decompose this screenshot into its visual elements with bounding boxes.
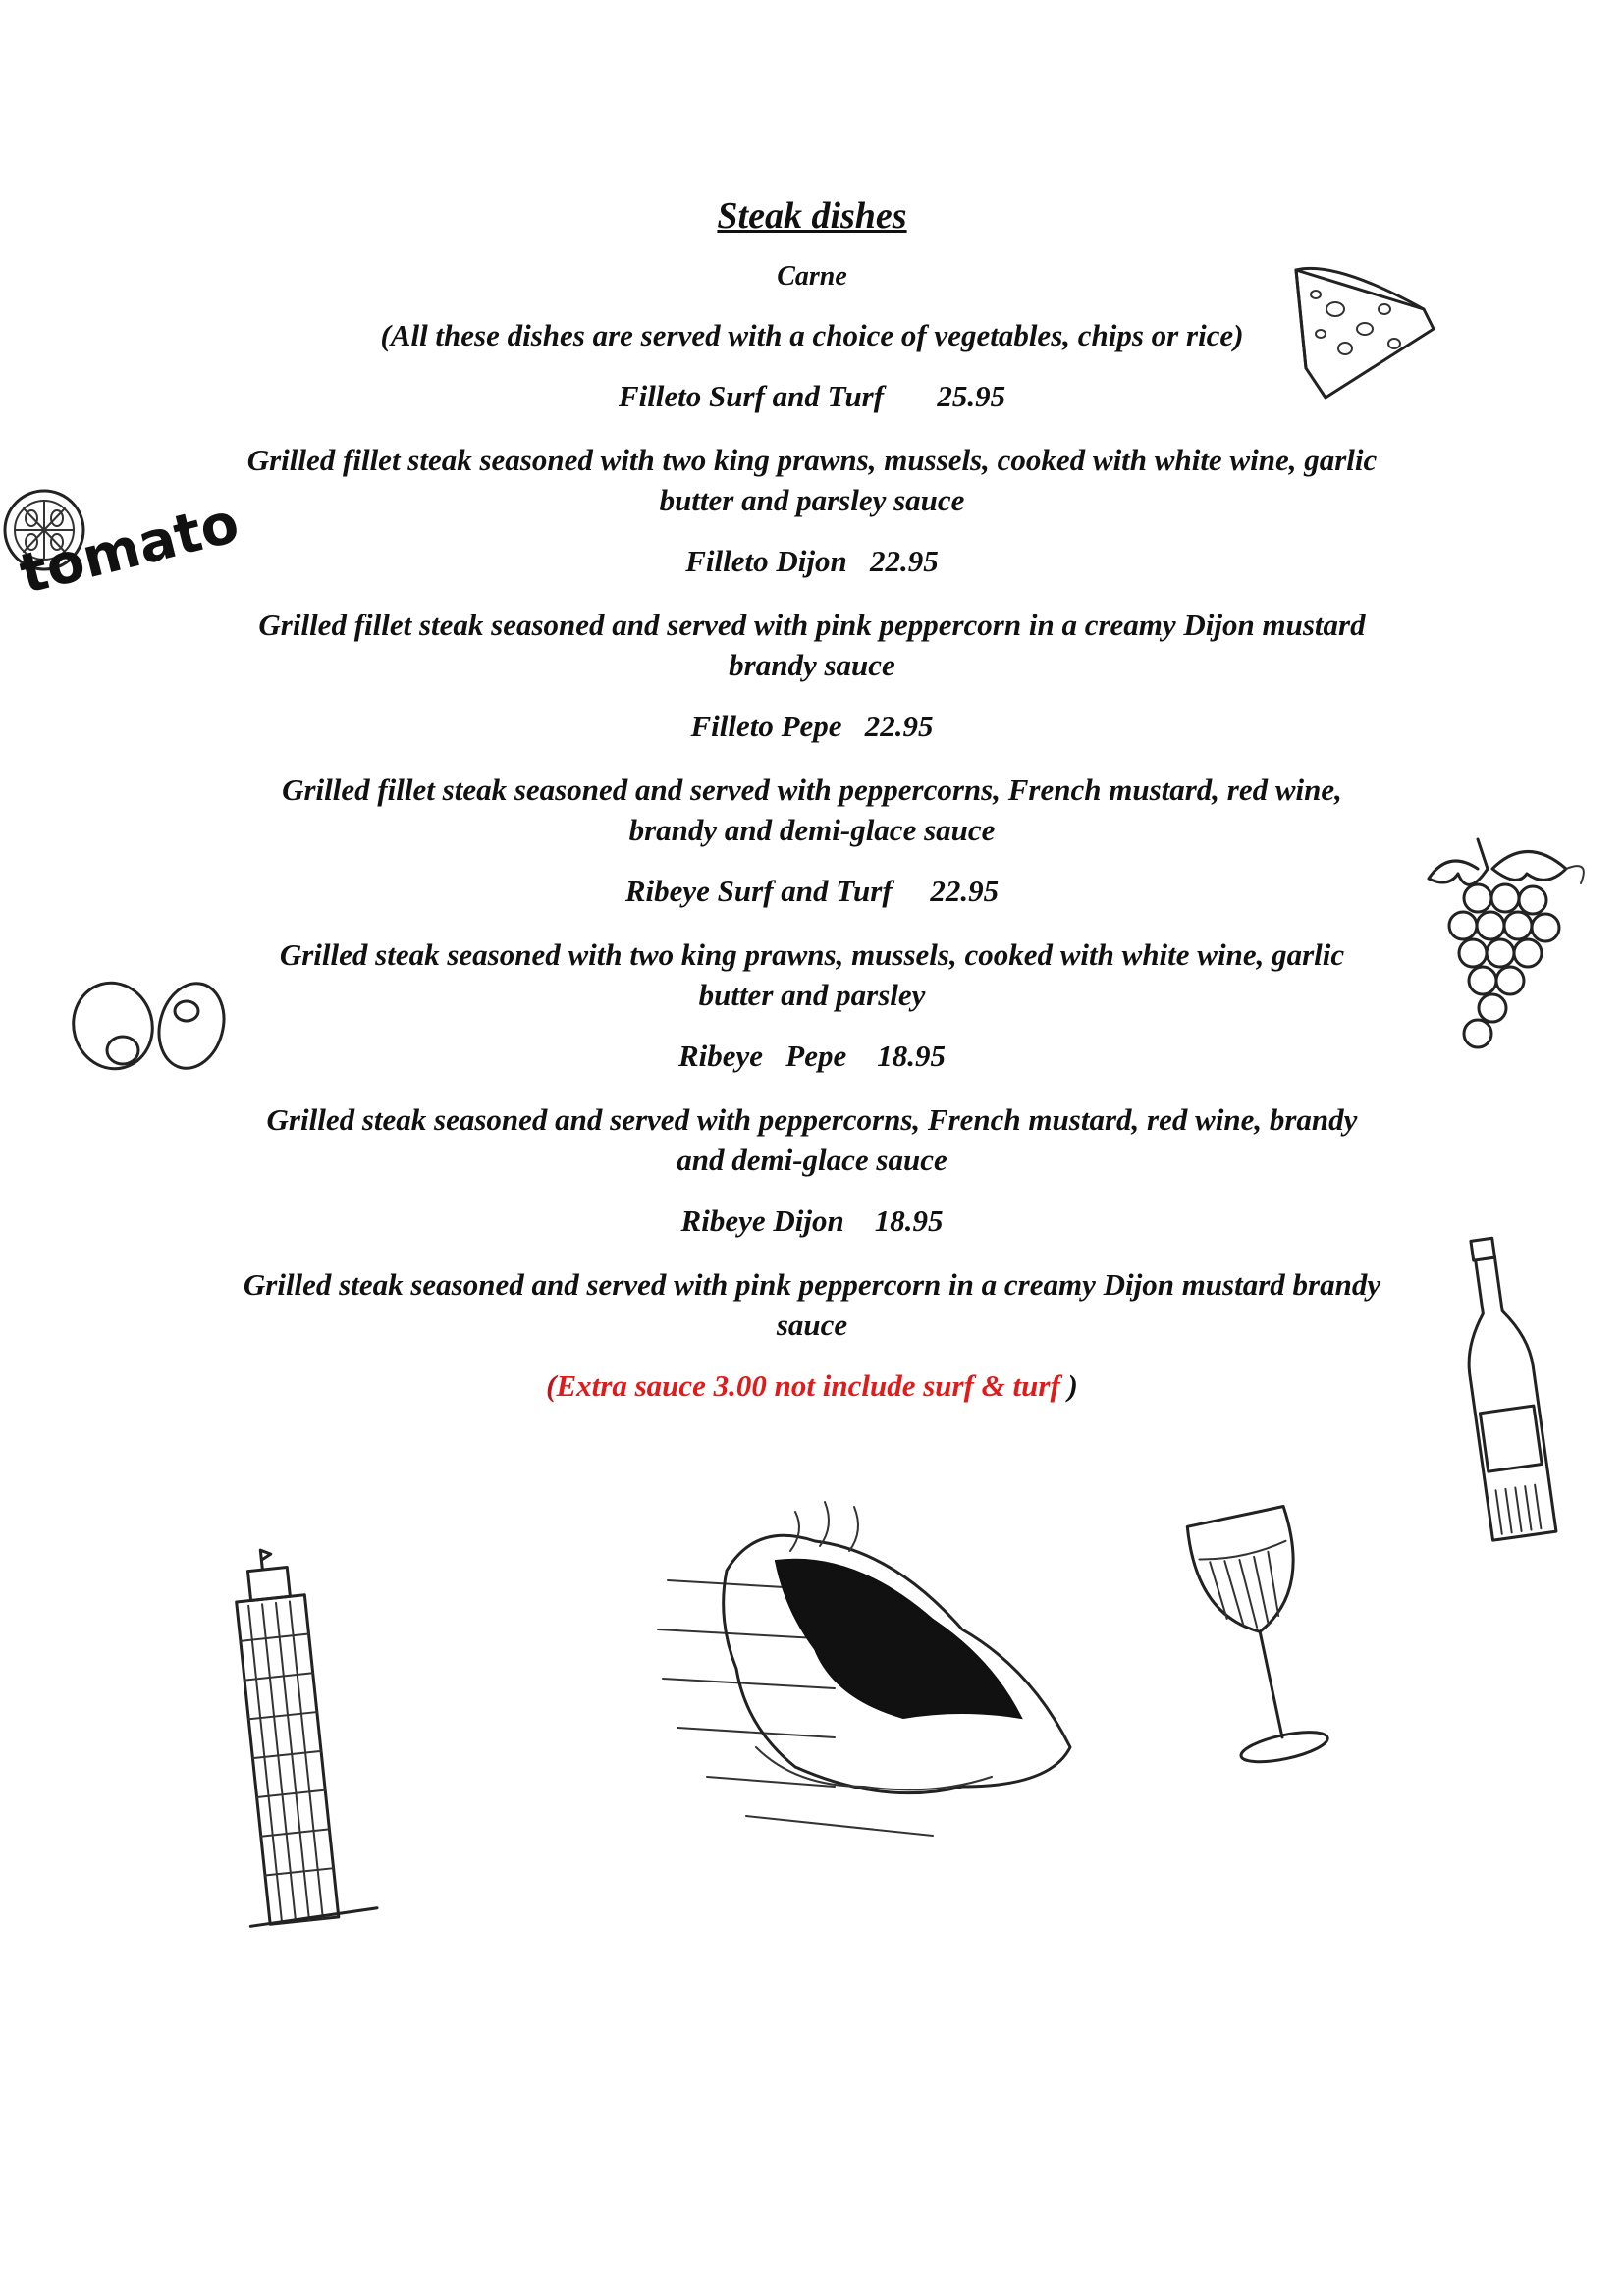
dish-description-line: and demi-glace sauce <box>677 1143 947 1177</box>
dish-description <box>177 770 1447 850</box>
dish-description-line: brandy sauce <box>729 648 895 682</box>
dish-description <box>177 605 1447 685</box>
dish-description-line: Grilled fillet steak seasoned with two king prawns, mussels, cooked with white wine, garlic <box>246 443 1378 477</box>
dish-description-line: Grilled fillet steak seasoned and served with pink peppercorn in a creamy Dijon mustard <box>258 608 1366 642</box>
dish-description-line: brandy and demi-glace sauce <box>628 813 996 847</box>
grapes-icon <box>1419 829 1615 1070</box>
extra-open-paren: ( <box>546 1368 557 1403</box>
dish-description-line: Grilled steak seasoned and served with pink peppercorn in a creamy Dijon mustard brandy <box>243 1267 1381 1302</box>
dish-description <box>177 440 1447 520</box>
dish-name: Ribeye Surf and Turf 22.95 <box>624 874 1000 908</box>
tomato-label: tomato <box>14 491 245 608</box>
dish-description-line: sauce <box>776 1308 848 1342</box>
steak-icon <box>638 1492 1090 1855</box>
extra-sauce-note <box>177 1366 1447 1406</box>
dish-name: Ribeye Dijon 18.95 <box>680 1203 944 1238</box>
dish-description-line: butter and parsley sauce <box>659 483 965 517</box>
dish-name: Filleto Surf and Turf 25.95 <box>618 379 1006 413</box>
dish-description <box>177 1099 1447 1180</box>
dish-description-line: Grilled steak seasoned and served with peppercorns, French mustard, red wine, brandy <box>266 1102 1358 1137</box>
menu-title: Steak dishes <box>717 195 907 237</box>
steak-menu <box>177 192 1447 1406</box>
dish-name: Filleto Dijon 22.95 <box>685 544 939 578</box>
menu-subtitle: Carne <box>777 261 847 292</box>
dish-description-line: butter and parsley <box>698 978 926 1012</box>
cheese-icon <box>1276 250 1453 407</box>
dish-name: Filleto Pepe 22.95 <box>690 709 934 743</box>
wine-glass-icon <box>1173 1492 1370 1787</box>
wine-bottle-icon <box>1443 1232 1581 1556</box>
leaning-tower-icon <box>211 1526 407 1939</box>
dish-description <box>177 1264 1447 1345</box>
dish-description-line: Grilled fillet steak seasoned and served with peppercorns, French mustard, red wine, <box>282 773 1342 807</box>
dish-description <box>177 934 1447 1015</box>
dish-description-line: Grilled steak seasoned with two king prawns, mussels, cooked with white wine, garlic <box>279 937 1345 972</box>
serving-note: (All these dishes are served with a choice of vegetables, chips or rice) <box>380 318 1244 352</box>
extra-close-paren: ) <box>1067 1368 1078 1403</box>
extra-sauce-text: Extra sauce 3.00 not include surf & turf <box>556 1368 1068 1403</box>
dish-name: Ribeye Pepe 18.95 <box>677 1039 947 1073</box>
olives-icon <box>54 972 250 1090</box>
